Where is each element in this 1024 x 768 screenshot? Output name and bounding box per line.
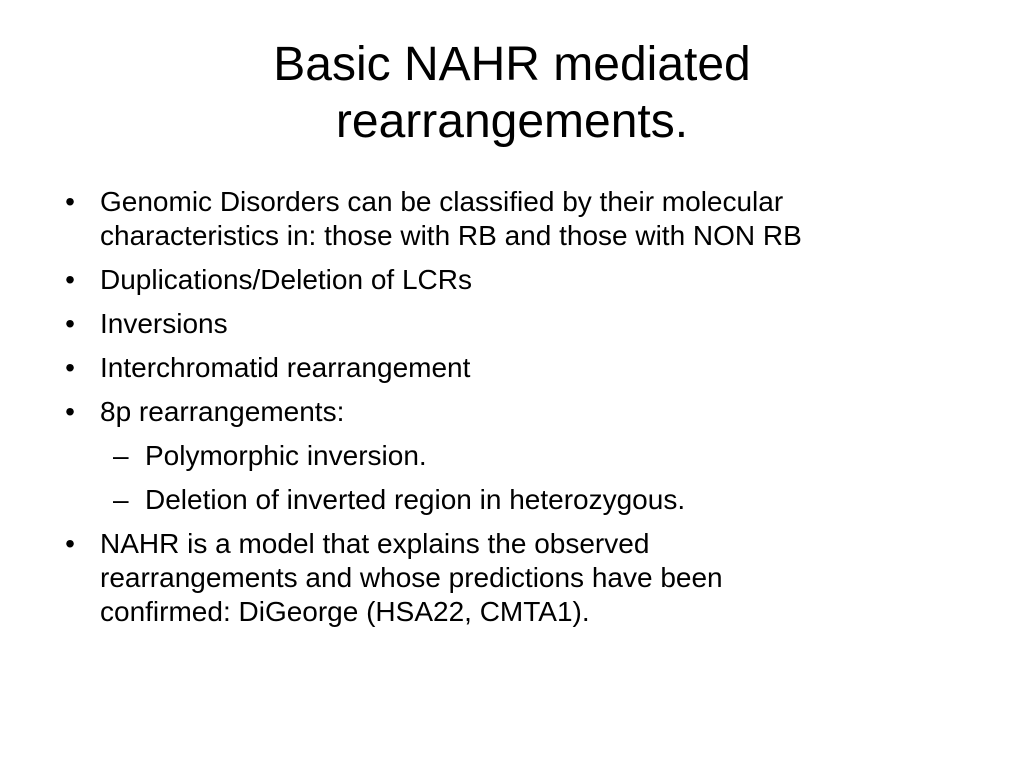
bullet-item-genomic-disorders [58,185,978,253]
dash-icon: – [113,440,129,471]
bullet-icon: • [65,186,75,217]
bullet-text-line: Duplications/Deletion of LCRs [100,264,472,295]
slide-title [60,36,964,150]
sub-bullet-item-polymorphic-inversion [58,439,978,473]
slide-title-line-2: rearrangements. [335,95,689,148]
sub-bullet-item-deletion-inverted-region [58,483,978,517]
bullet-icon: • [65,396,75,427]
bullet-item-interchromatid [58,351,978,385]
sub-bullet-text-line: Polymorphic inversion. [145,440,427,471]
bullet-text-line: confirmed: DiGeorge (HSA22, CMTA1). [100,596,590,627]
sub-bullet-text-line: Deletion of inverted region in heterozygous. [145,484,686,515]
slide-title-line-1: Basic NAHR mediated [273,38,751,91]
bullet-text-line: Inversions [100,308,228,339]
bullet-item-8p-rearrangements [58,395,978,429]
bullet-text-line: NAHR is a model that explains the observed [100,528,650,559]
bullet-item-nahr-model [58,527,978,629]
bullet-icon: • [65,264,75,295]
bullet-icon: • [65,352,75,383]
bullet-item-duplications-deletion [58,263,978,297]
bullet-list [58,185,978,639]
bullet-icon: • [65,528,75,559]
bullet-text-line: Interchromatid rearrangement [100,352,471,383]
bullet-item-inversions [58,307,978,341]
dash-icon: – [113,484,129,515]
bullet-text-line: Genomic Disorders can be classified by their molecular [100,186,784,217]
bullet-text-line: rearrangements and whose predictions have been [100,562,723,593]
bullet-text-line: characteristics in: those with RB and those with NON RB [100,220,802,251]
bullet-text-line: 8p rearrangements: [100,396,345,427]
bullet-icon: • [65,308,75,339]
